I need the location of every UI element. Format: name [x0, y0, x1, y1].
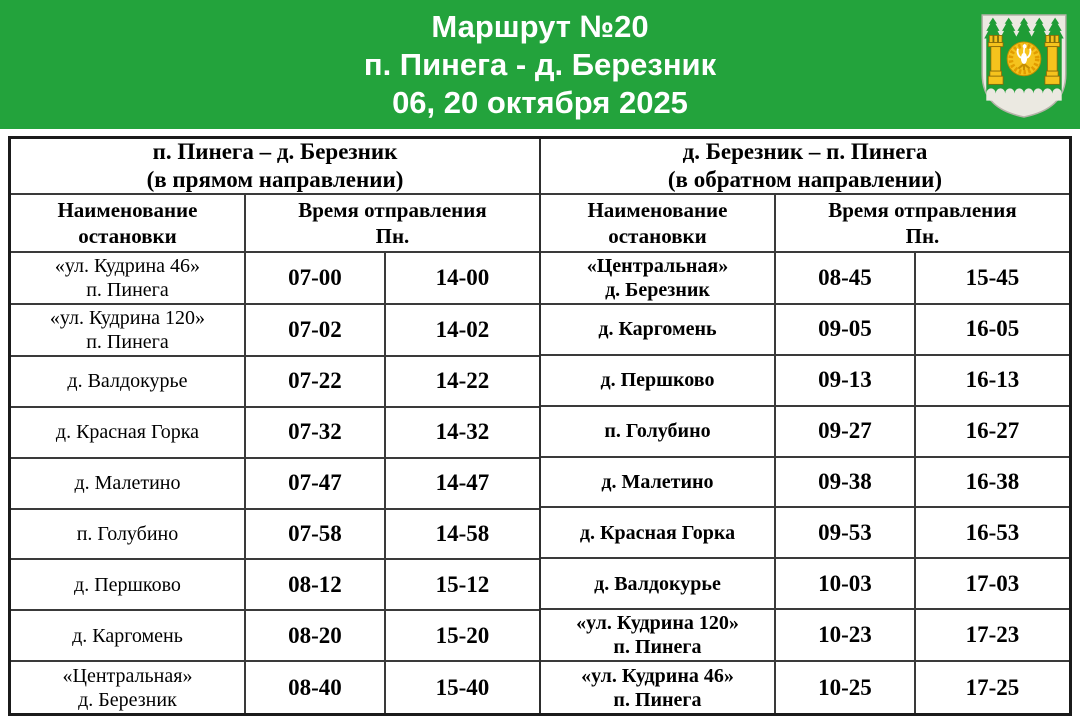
direction-header-forward — [11, 139, 539, 195]
stop-cell: д. Каргомень — [11, 611, 246, 662]
time-cell: 09-53 — [776, 508, 916, 559]
time-cell: 08-45 — [776, 253, 916, 305]
stop-cell: д. Малетино — [541, 458, 776, 509]
time-cell: 08-12 — [246, 560, 386, 611]
time-cell: 16-53 — [916, 508, 1069, 559]
stop-cell: «ул. Кудрина 120» п. Пинега — [541, 610, 776, 662]
time-cell: 10-23 — [776, 610, 916, 662]
coat-of-arms-icon — [979, 13, 1069, 119]
time-cell: 16-27 — [916, 407, 1069, 458]
stop-cell: д. Валдокурье — [11, 357, 246, 408]
stop-cell: «Центральная» д. Березник — [541, 253, 776, 305]
stop-cell: д. Першково — [541, 356, 776, 407]
stop-cell: «ул. Кудрина 46» п. Пинега — [541, 662, 776, 713]
time-cell: 16-38 — [916, 458, 1069, 509]
time-cell: 15-45 — [916, 253, 1069, 305]
stop-cell: «Центральная» д. Березник — [11, 662, 246, 713]
stop-column-header: Наименование остановки — [541, 195, 776, 253]
time-cell: 07-32 — [246, 408, 386, 459]
time-cell: 14-22 — [386, 357, 539, 408]
stop-cell: д. Каргомень — [541, 305, 776, 356]
route-dates: 06, 20 октября 2025 — [392, 84, 688, 120]
time-cell: 14-00 — [386, 253, 539, 305]
time-cell: 14-47 — [386, 459, 539, 510]
time-cell: 15-12 — [386, 560, 539, 611]
direction-header-reverse — [541, 139, 1069, 195]
time-cell: 16-05 — [916, 305, 1069, 356]
time-cell: 17-25 — [965, 674, 1020, 700]
forward-direction-table — [11, 139, 541, 713]
time-header-day: Пн. — [905, 224, 940, 248]
direction-title: п. Пинега – д. Березник — [152, 139, 398, 164]
stop-cell: д. Красная Горка — [11, 408, 246, 459]
time-cell: 17-03 — [916, 559, 1069, 610]
time-cell: 09-05 — [776, 305, 916, 356]
time-column-header — [246, 195, 539, 253]
route-direction-subtitle: п. Пинега - д. Березник — [363, 46, 717, 82]
time-header-day: Пн. — [375, 224, 410, 248]
stop-cell: п. Голубино — [11, 510, 246, 561]
time-cell: 07-00 — [246, 253, 386, 305]
time-header-title: Время отправления — [828, 198, 1017, 222]
direction-title: д. Березник – п. Пинега — [682, 139, 928, 164]
direction-note: (в прямом направлении) — [146, 167, 404, 192]
stop-column-header: Наименование остановки — [11, 195, 246, 253]
time-cell: 07-22 — [246, 357, 386, 408]
time-cell: 10-25 — [776, 662, 916, 713]
stop-cell: «ул. Кудрина 120» п. Пинега — [11, 305, 246, 357]
reverse-direction-table — [541, 139, 1069, 713]
header-banner — [0, 0, 1080, 129]
time-cell: 08-20 — [246, 611, 386, 662]
time-header-title: Время отправления — [298, 198, 487, 222]
time-cell: 14-58 — [386, 510, 539, 561]
time-cell: 07-58 — [246, 510, 386, 561]
time-cell: 14-02 — [386, 305, 539, 357]
stop-cell: п. Голубино — [541, 407, 776, 458]
stop-cell: «ул. Кудрина 46» п. Пинега — [11, 253, 246, 305]
time-cell: 07-47 — [246, 459, 386, 510]
time-cell: 09-27 — [776, 407, 916, 458]
time-cell: 09-13 — [776, 356, 916, 407]
schedule-table — [8, 136, 1072, 716]
time-cell: 15-20 — [386, 611, 539, 662]
time-cell: 16-13 — [916, 356, 1069, 407]
time-cell: 17-23 — [916, 610, 1069, 662]
stop-cell: д. Малетино — [11, 459, 246, 510]
time-cell: 10-03 — [776, 559, 916, 610]
time-cell: 07-02 — [246, 305, 386, 357]
time-cell: 09-38 — [776, 458, 916, 509]
stop-cell: д. Валдокурье — [541, 559, 776, 610]
route-title: Маршрут №20 — [431, 8, 649, 44]
time-cell: 14-32 — [386, 408, 539, 459]
time-cell: 15-40 — [435, 674, 490, 700]
direction-note: (в обратном направлении) — [667, 167, 943, 192]
time-cell: 08-40 — [246, 662, 386, 713]
stop-cell: д. Першково — [11, 560, 246, 611]
time-column-header — [776, 195, 1069, 253]
stop-cell: д. Красная Горка — [541, 508, 776, 559]
